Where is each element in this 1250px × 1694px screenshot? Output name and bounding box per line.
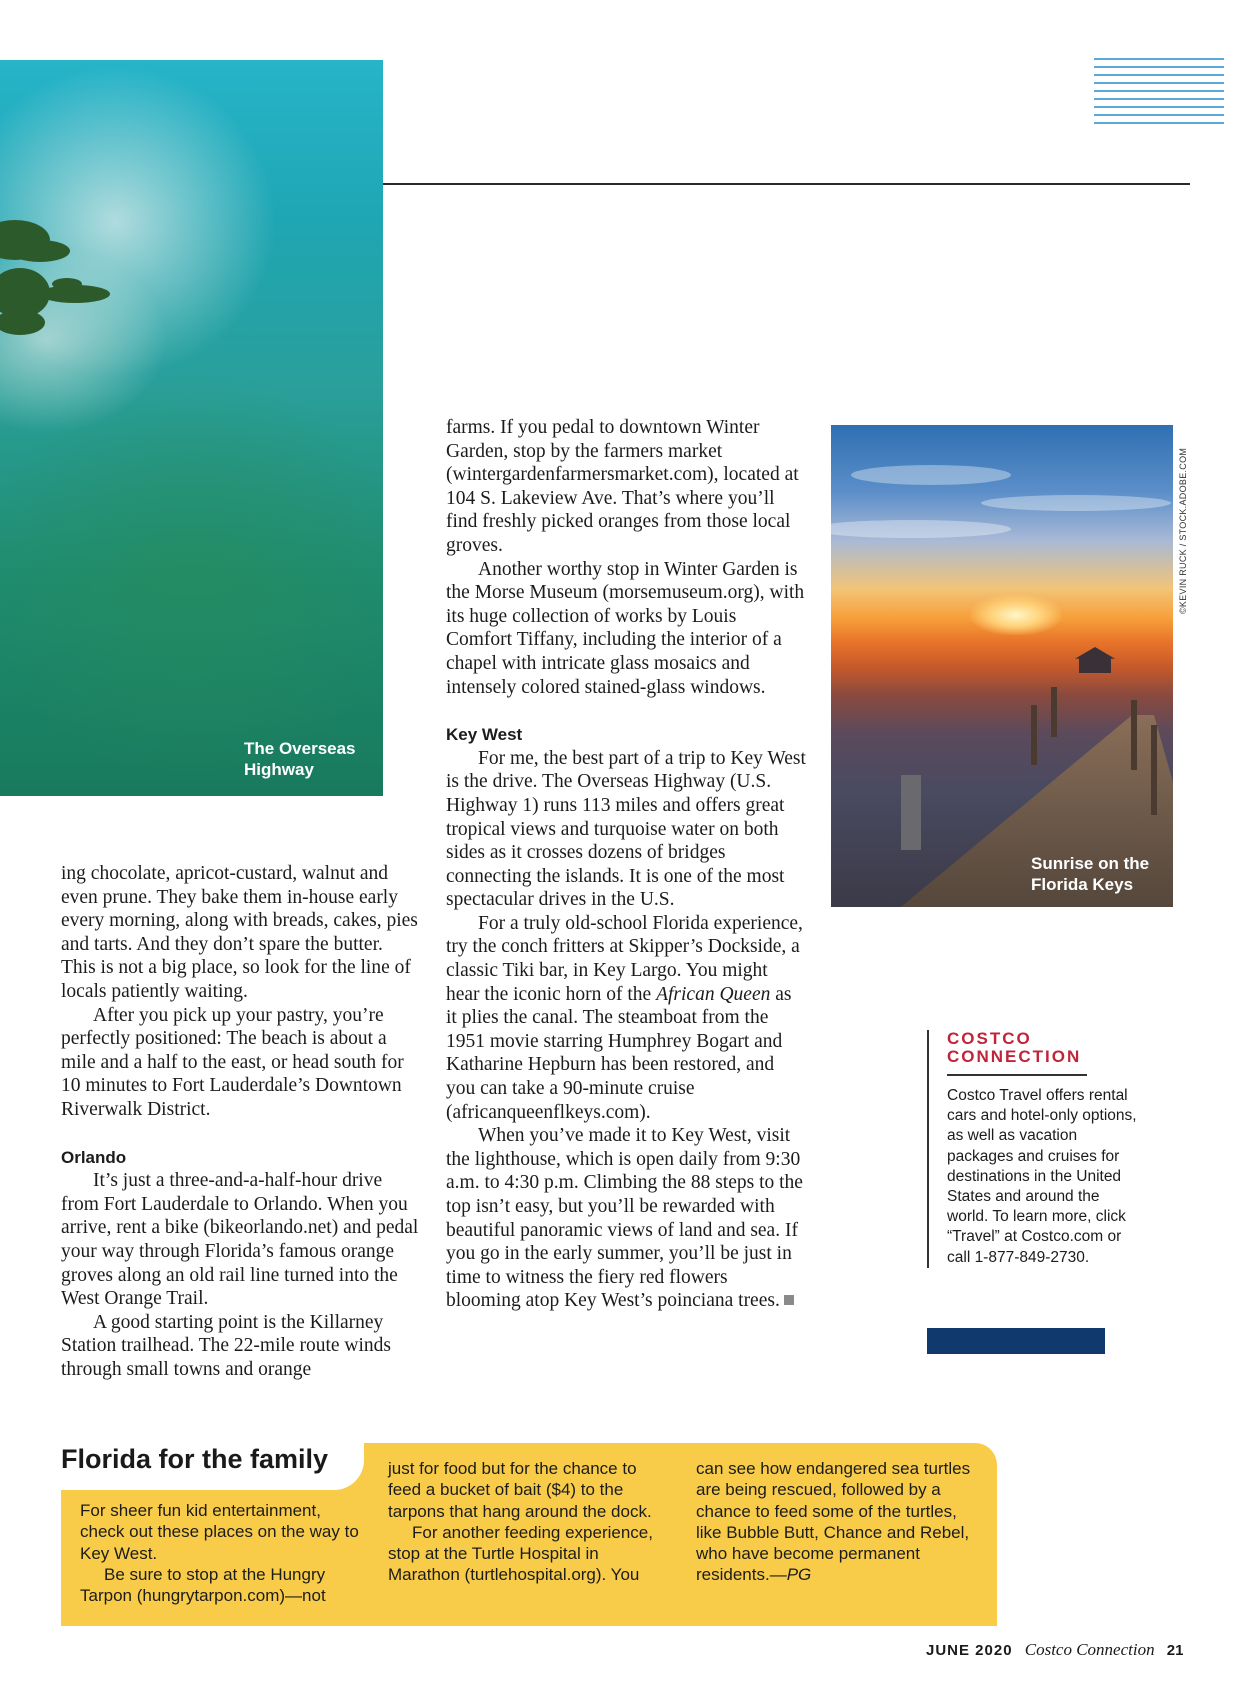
paragraph: After you pick up your pastry, you’re perfectly positioned: The beach is about a mile and a half to the east, or head south for 10 minutes to Fort Lauderdale’s Downtown Riverwalk District. (61, 1004, 404, 1120)
photo-caption (1031, 853, 1149, 895)
paragraph: ing chocolate, apricot-custard, walnut and even prune. They bake them in-house early every morning, along with breads, cakes, pies and tarts. And they don’t spare the butter. This is not a big place, so look for the line of locals patiently waiting. (61, 863, 418, 1002)
paragraph (696, 1458, 981, 1586)
sidebar-title-line: CONNECTION (947, 1047, 1082, 1066)
sidebar-title (947, 1030, 1137, 1066)
text-span: For a truly old-school Florida experience, try the conch fritters at Skipper’s Dockside, a classic Tiki bar, in Key Largo. You might hear the iconic horn of the (446, 912, 803, 1005)
section-heading-orlando: Orlando (61, 1147, 127, 1167)
caption-line: Florida Keys (1031, 875, 1134, 894)
paragraph (446, 912, 806, 1124)
page-footer (926, 1640, 1183, 1660)
text-span: When you’ve made it to Key West, visit the lighthouse, which is open daily from 9:30 a.m. to 4:30 p.m. Climbing the 88 steps to the top isn’t easy, but you’ll be rewarded with beautiful panoramic views of land and sea. If you go in the early summer, you’ll be just in time to witness the fiery red flowers blooming atop Key West’s poinciana trees. (446, 1125, 803, 1312)
costco-connection-sidebar (927, 1030, 1137, 1268)
paragraph: Be sure to stop at the Hungry Tarpon (hungrytarpon.com)—not (80, 1564, 326, 1606)
magazine-name: Costco Connection (1024, 1640, 1155, 1659)
caption-line: The Overseas (244, 739, 356, 758)
paragraph: A good starting point is the Killarney Station trailhead. The 22-mile route winds through small towns and orange (61, 1311, 391, 1380)
paragraph: Another worthy stop in Winter Garden is the Morse Museum (morsemuseum.org), with its huge collection of works by Louis Comfort Tiffany, including the interior of a chapel with intricate glass mosaics and intensely colored stained-glass windows. (446, 558, 805, 698)
overseas-highway-photo (0, 60, 383, 796)
sunrise-florida-keys-photo (831, 425, 1173, 907)
photo-caption (244, 738, 356, 780)
text-span: can see how endangered sea turtles are being rescued, followed by a chance to feed some of the turtles, like Bubble Butt, Chance and Rebel, who have become permanent residents.— (696, 1459, 971, 1585)
sidebar-text: Costco Travel offers rental cars and hotel-only options, as well as vacation packages and cruises for destinations in the United States and around the world. To learn more, click “Travel” at Costco.com or call 1-877-849-2730. (947, 1087, 1137, 1266)
paragraph: For another feeding experience, stop at the Turtle Hospital in Marathon (turtlehospital.org). You (388, 1522, 653, 1585)
page-number: 21 (1166, 1642, 1184, 1659)
movie-title: African Queen (656, 983, 771, 1005)
end-mark-icon (784, 1295, 794, 1305)
sidebar-rule (947, 1074, 1087, 1076)
paragraph: For me, the best part of a trip to Key West is the drive. The Overseas Highway (U.S. Highway 1) runs 113 miles and offers great tropical views and turquoise water on both sides as it crosses dozens of bridges connecting the islands. It is one of the most spectacular drives in the U.S. (446, 747, 806, 911)
sidebar-color-bar (927, 1328, 1105, 1354)
family-column-3 (696, 1458, 981, 1586)
family-box-title: Florida for the family (61, 1444, 329, 1474)
family-column-2 (388, 1458, 673, 1586)
divider-rule (383, 183, 1190, 185)
text-span: as it plies the canal. The steamboat from the 1951 movie starring Humphrey Bogart and Katharine Hepburn has been restored, and you can take a 90-minute cruise (africanqueenflkeys.com). (446, 983, 792, 1123)
paragraph: farms. If you pedal to downtown Winter Garden, stop by the farmers market (wintergardenfarmersmarket.com), located at 104 S. Lakeview Ave. That’s where you’ll find freshly picked oranges from those local groves. (446, 417, 799, 556)
photo-credit: ©KEVIN RUCK / STOCK.ADOBE.COM (1178, 447, 1188, 614)
paragraph (446, 1124, 806, 1313)
paragraph: It’s just a three-and-a-half-hour drive from Fort Lauderdale to Orlando. When you arrive, rent a bike (bikeorlando.net) and pedal your way through Florida’s famous orange groves along an old rail line turned into the West Orange Trail. (61, 1170, 419, 1310)
family-column-1 (80, 1500, 370, 1606)
article-column-1 (61, 862, 421, 1381)
decorative-stripes (1094, 58, 1224, 124)
paragraph: just for food but for the chance to feed a bucket of bait ($4) to the tarpons that hang around the dock. (388, 1459, 652, 1521)
author-initials: PG (786, 1565, 812, 1585)
caption-line: Sunrise on the (1031, 854, 1150, 873)
issue-date: JUNE 2020 (926, 1642, 1013, 1659)
caption-line: Highway (244, 760, 314, 779)
sidebar-title-line: COSTCO (947, 1029, 1032, 1048)
section-heading-key-west: Key West (446, 725, 523, 745)
article-column-2 (446, 416, 806, 1313)
paragraph: For sheer fun kid entertainment, check out these places on the way to Key West. (80, 1501, 359, 1563)
